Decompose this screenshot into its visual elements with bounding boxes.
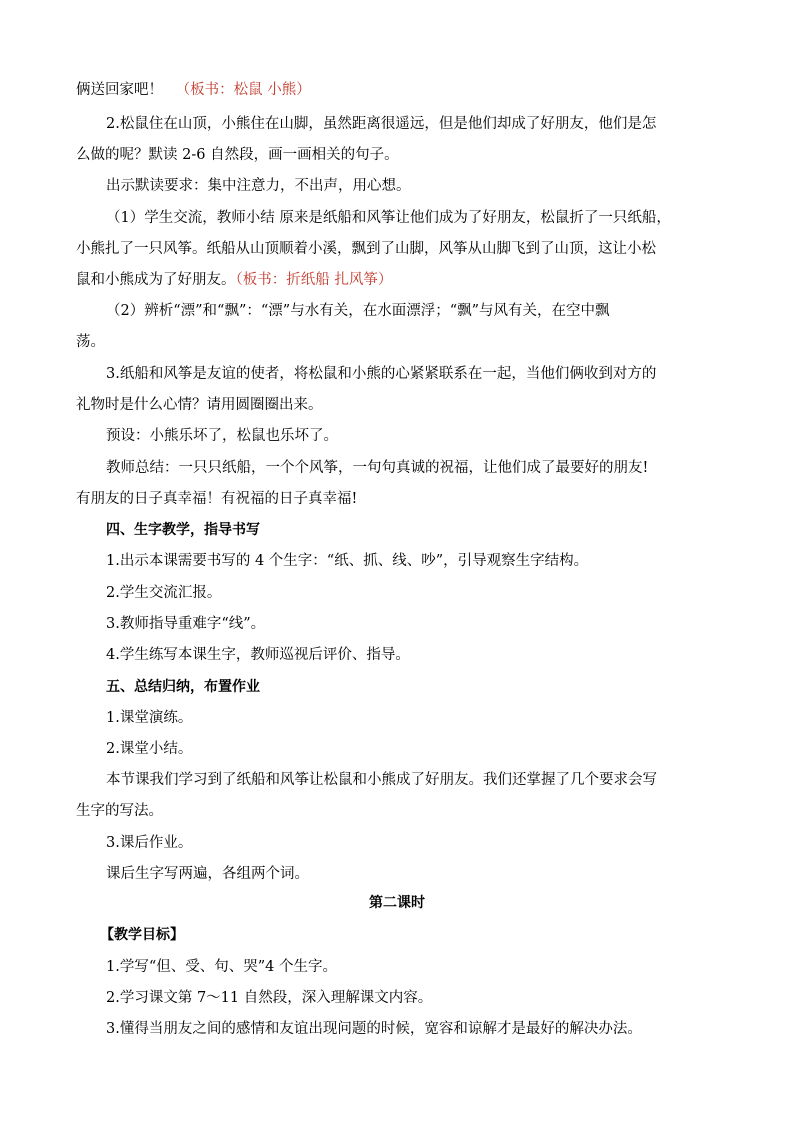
para-line: 荡。: [76, 334, 105, 350]
para-line: 预设：小熊乐坏了，松鼠也乐坏了。: [106, 428, 338, 444]
para-line: 教师总结：一只只纸船，一个个风筝，一句句真诚的祝福，让他们成了最要好的朋友!: [106, 460, 649, 476]
para-line: （2）辨析“漂”和“飘”：“漂”与水有关，在水面漂浮；“飘”与风有关，在空中飘: [106, 303, 610, 319]
para-line: 4.学生练写本课生字，教师巡视后评价、指导。: [106, 647, 410, 663]
para-line: 3.课后作业。: [106, 835, 193, 851]
para-line: [76, 270, 392, 290]
para-line: 3.教师指导重难字“线”。: [106, 616, 266, 632]
para-line: 礼物时是什么心情？请用圆圈圈出来。: [76, 397, 323, 413]
para-line: [76, 80, 311, 100]
para-line: 生字的写法。: [76, 803, 163, 819]
section-heading: 四、生字教学，指导书写: [106, 522, 260, 538]
para-line: 2.课堂小结。: [106, 741, 193, 757]
para-line: 1.出示本课需要书写的 4 个生字：“纸、抓、线、吵”，引导观察生字结构。: [106, 553, 589, 569]
para-line: 1.课堂演练。: [106, 710, 193, 726]
para-line: 2.学习课文第 7～11 自然段，深入理解课文内容。: [106, 990, 433, 1006]
para-line: 2.松鼠住在山顶，小熊住在山脚，虽然距离很遥远，但是他们却成了好朋友，他们是怎: [106, 116, 657, 132]
para-line: 出示默读要求：集中注意力，不出声，用心想。: [106, 178, 411, 194]
text: 鼠和小熊成为了好朋友。: [76, 272, 236, 288]
para-line: （1）学生交流，教师小结 原来是纸船和风筝让他们成为了好朋友，松鼠折了一只纸船，: [106, 210, 671, 226]
para-line: 小熊扎了一只风筝。纸船从山顶顺着小溪，飘到了山脚，风筝从山脚飞到了山顶，这让小松: [76, 241, 656, 257]
board-note: （板书：折纸船 扎风筝）: [235, 272, 393, 288]
para-line: 2.学生交流汇报。: [106, 585, 222, 601]
board-note: （板书：松鼠 小熊）: [175, 82, 311, 98]
para-line: 3.懂得当朋友之间的感情和友谊出现问题的时候，宽容和谅解才是最好的解决办法。: [106, 1021, 642, 1037]
para-line: 么做的呢？默读 2-6 自然段，画一画相关的句子。: [76, 147, 399, 163]
para-line: 有朋友的日子真幸福！有祝福的日子真幸福!: [76, 491, 358, 507]
text: 俩送回家吧！: [76, 82, 163, 98]
para-line: 1.学写“但、受、句、哭”4 个生字。: [106, 959, 337, 975]
para-line: 3.纸船和风筝是友谊的使者，将松鼠和小熊的心紧紧联系在一起，当他们俩收到对方的: [106, 366, 657, 382]
section-heading: 五、总结归纳，布置作业: [106, 679, 260, 695]
lesson-title: 第二课时: [369, 895, 425, 911]
para-line: 本节课我们学习到了纸船和风筝让松鼠和小熊成了好朋友。我们还掌握了几个要求会写: [106, 772, 657, 788]
para-line: 课后生字写两遍，各组两个词。: [106, 866, 309, 882]
goals-heading: 【教学目标】: [100, 927, 184, 943]
